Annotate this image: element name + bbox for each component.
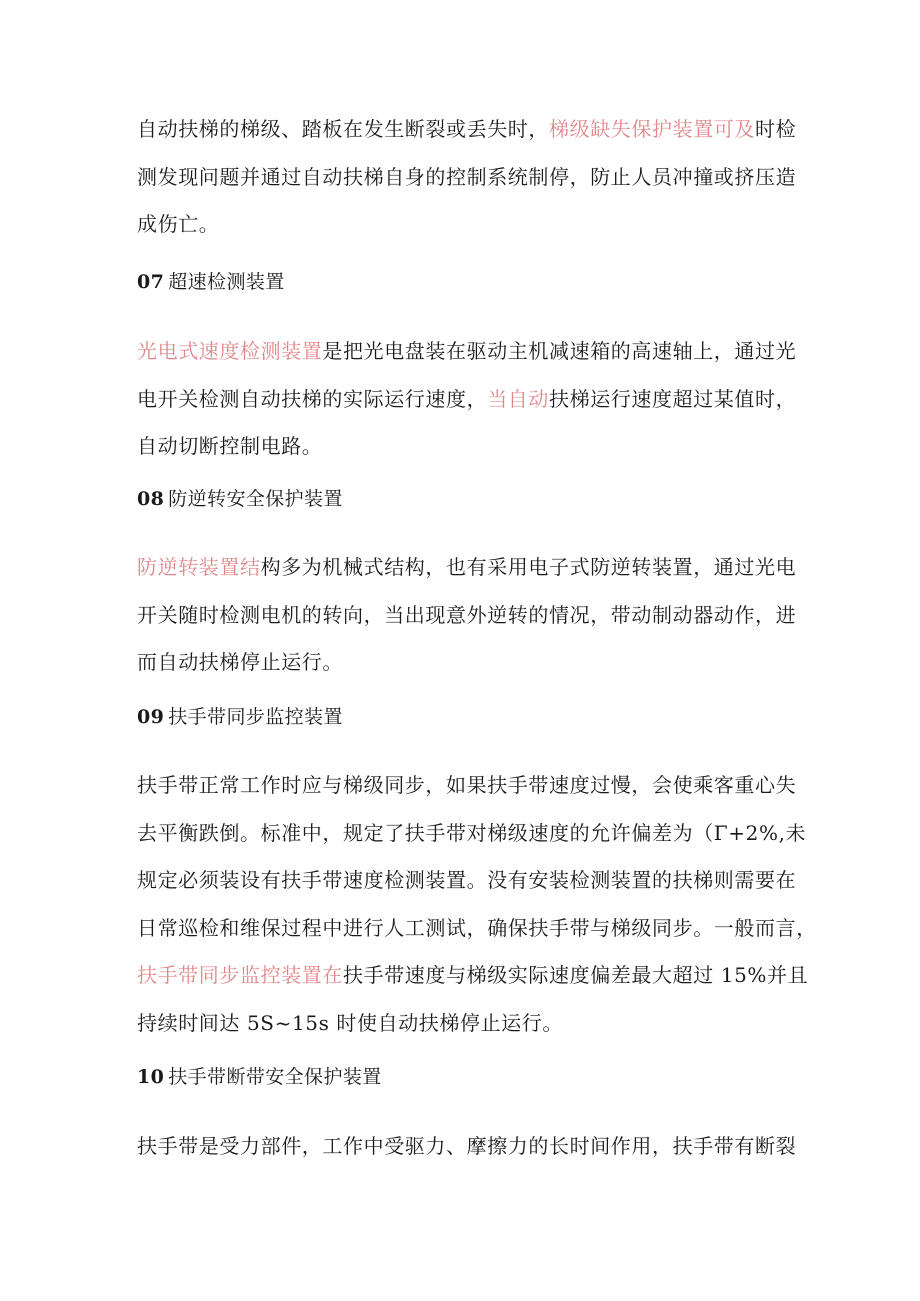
highlighted-text: 防逆转装置结 <box>137 555 261 579</box>
section-title: 防逆转安全保护装置 <box>168 488 343 510</box>
text-line: 持续时间达 5S~15s 时使自动扶梯停止运行。 <box>137 1010 564 1035</box>
text-line: 测发现问题并通过自动扶梯自身的控制系统制停，防止人员冲撞或挤压造 <box>137 164 797 189</box>
text-line <box>137 376 796 424</box>
text-line <box>137 544 796 592</box>
section-number: 10 <box>137 1066 165 1088</box>
section-heading-07 <box>137 267 285 297</box>
section-number: 08 <box>137 488 165 510</box>
text-run: 是把光电盘装在驱动主机减速箱的高速轴上，通过光 <box>322 339 797 363</box>
text-line: 日常巡检和维保过程中进行人工测试，确保扶手带与梯级同步。一般而言， <box>137 915 817 940</box>
text-line: 规定必须装设有扶手带速度检测装置。没有安装检测装置的扶梯则需要在 <box>137 868 797 892</box>
section-heading-08 <box>137 484 343 514</box>
section-heading-09 <box>137 702 343 732</box>
section-number: 07 <box>137 271 165 293</box>
paragraph-missing-step-protection <box>137 106 796 249</box>
highlighted-text: 光电式速度检测装置 <box>137 339 323 363</box>
text-line <box>137 328 796 376</box>
text-run: 自动扶梯的梯级、踏板在发生断裂或丢失时， <box>137 117 549 141</box>
text-line <box>137 106 796 154</box>
text-line: 而自动扶梯停止运行。 <box>137 650 343 674</box>
text-run: 扶手带速度与梯级实际速度偏差最大超过 15%并且 <box>343 963 809 987</box>
text-run: 电开关检测自动扶梯的实际运行速度， <box>137 386 488 411</box>
text-line <box>137 952 817 1000</box>
paragraph-anti-reversal <box>137 544 796 687</box>
text-line: 开关随时检测电机的转向，当出现意外逆转的情况，带动制动器动作，进 <box>137 602 797 627</box>
text-run: 时检 <box>755 117 797 141</box>
text-line: 成伤亡。 <box>137 212 220 236</box>
section-title: 扶手带同步监控装置 <box>168 706 343 728</box>
text-line: 去平衡跌倒。标准中，规定了扶手带对梯级速度的允许偏差为（Γ+2%,未 <box>137 820 807 845</box>
highlighted-text: 梯级缺失保护装置可及 <box>549 117 755 141</box>
highlighted-text: 当自动 <box>487 386 550 411</box>
paragraph-overspeed-detection <box>137 328 796 471</box>
highlighted-text: 扶手带同步监控装置在 <box>137 963 343 987</box>
text-run: 构多为机械式结构，也有采用电子式防逆转装置，通过光电 <box>260 555 797 579</box>
text-run: 扶梯运行速度超过某值时， <box>549 386 797 411</box>
section-heading-10 <box>137 1062 382 1092</box>
paragraph-handrail-sync <box>137 762 817 1047</box>
text-line: 扶手带正常工作时应与梯级同步，如果扶手带速度过慢，会使乘客重心失 <box>137 773 797 797</box>
section-number: 09 <box>137 706 165 728</box>
text-line: 扶手带是受力部件，工作中受驱力、摩擦力的长时间作用，扶手带有断裂 <box>137 1134 797 1158</box>
text-line: 自动切断控制电路。 <box>137 434 323 458</box>
section-title: 扶手带断带安全保护装置 <box>168 1066 382 1088</box>
paragraph-handrail-breakage <box>137 1123 796 1171</box>
section-title: 超速检测装置 <box>168 271 285 293</box>
